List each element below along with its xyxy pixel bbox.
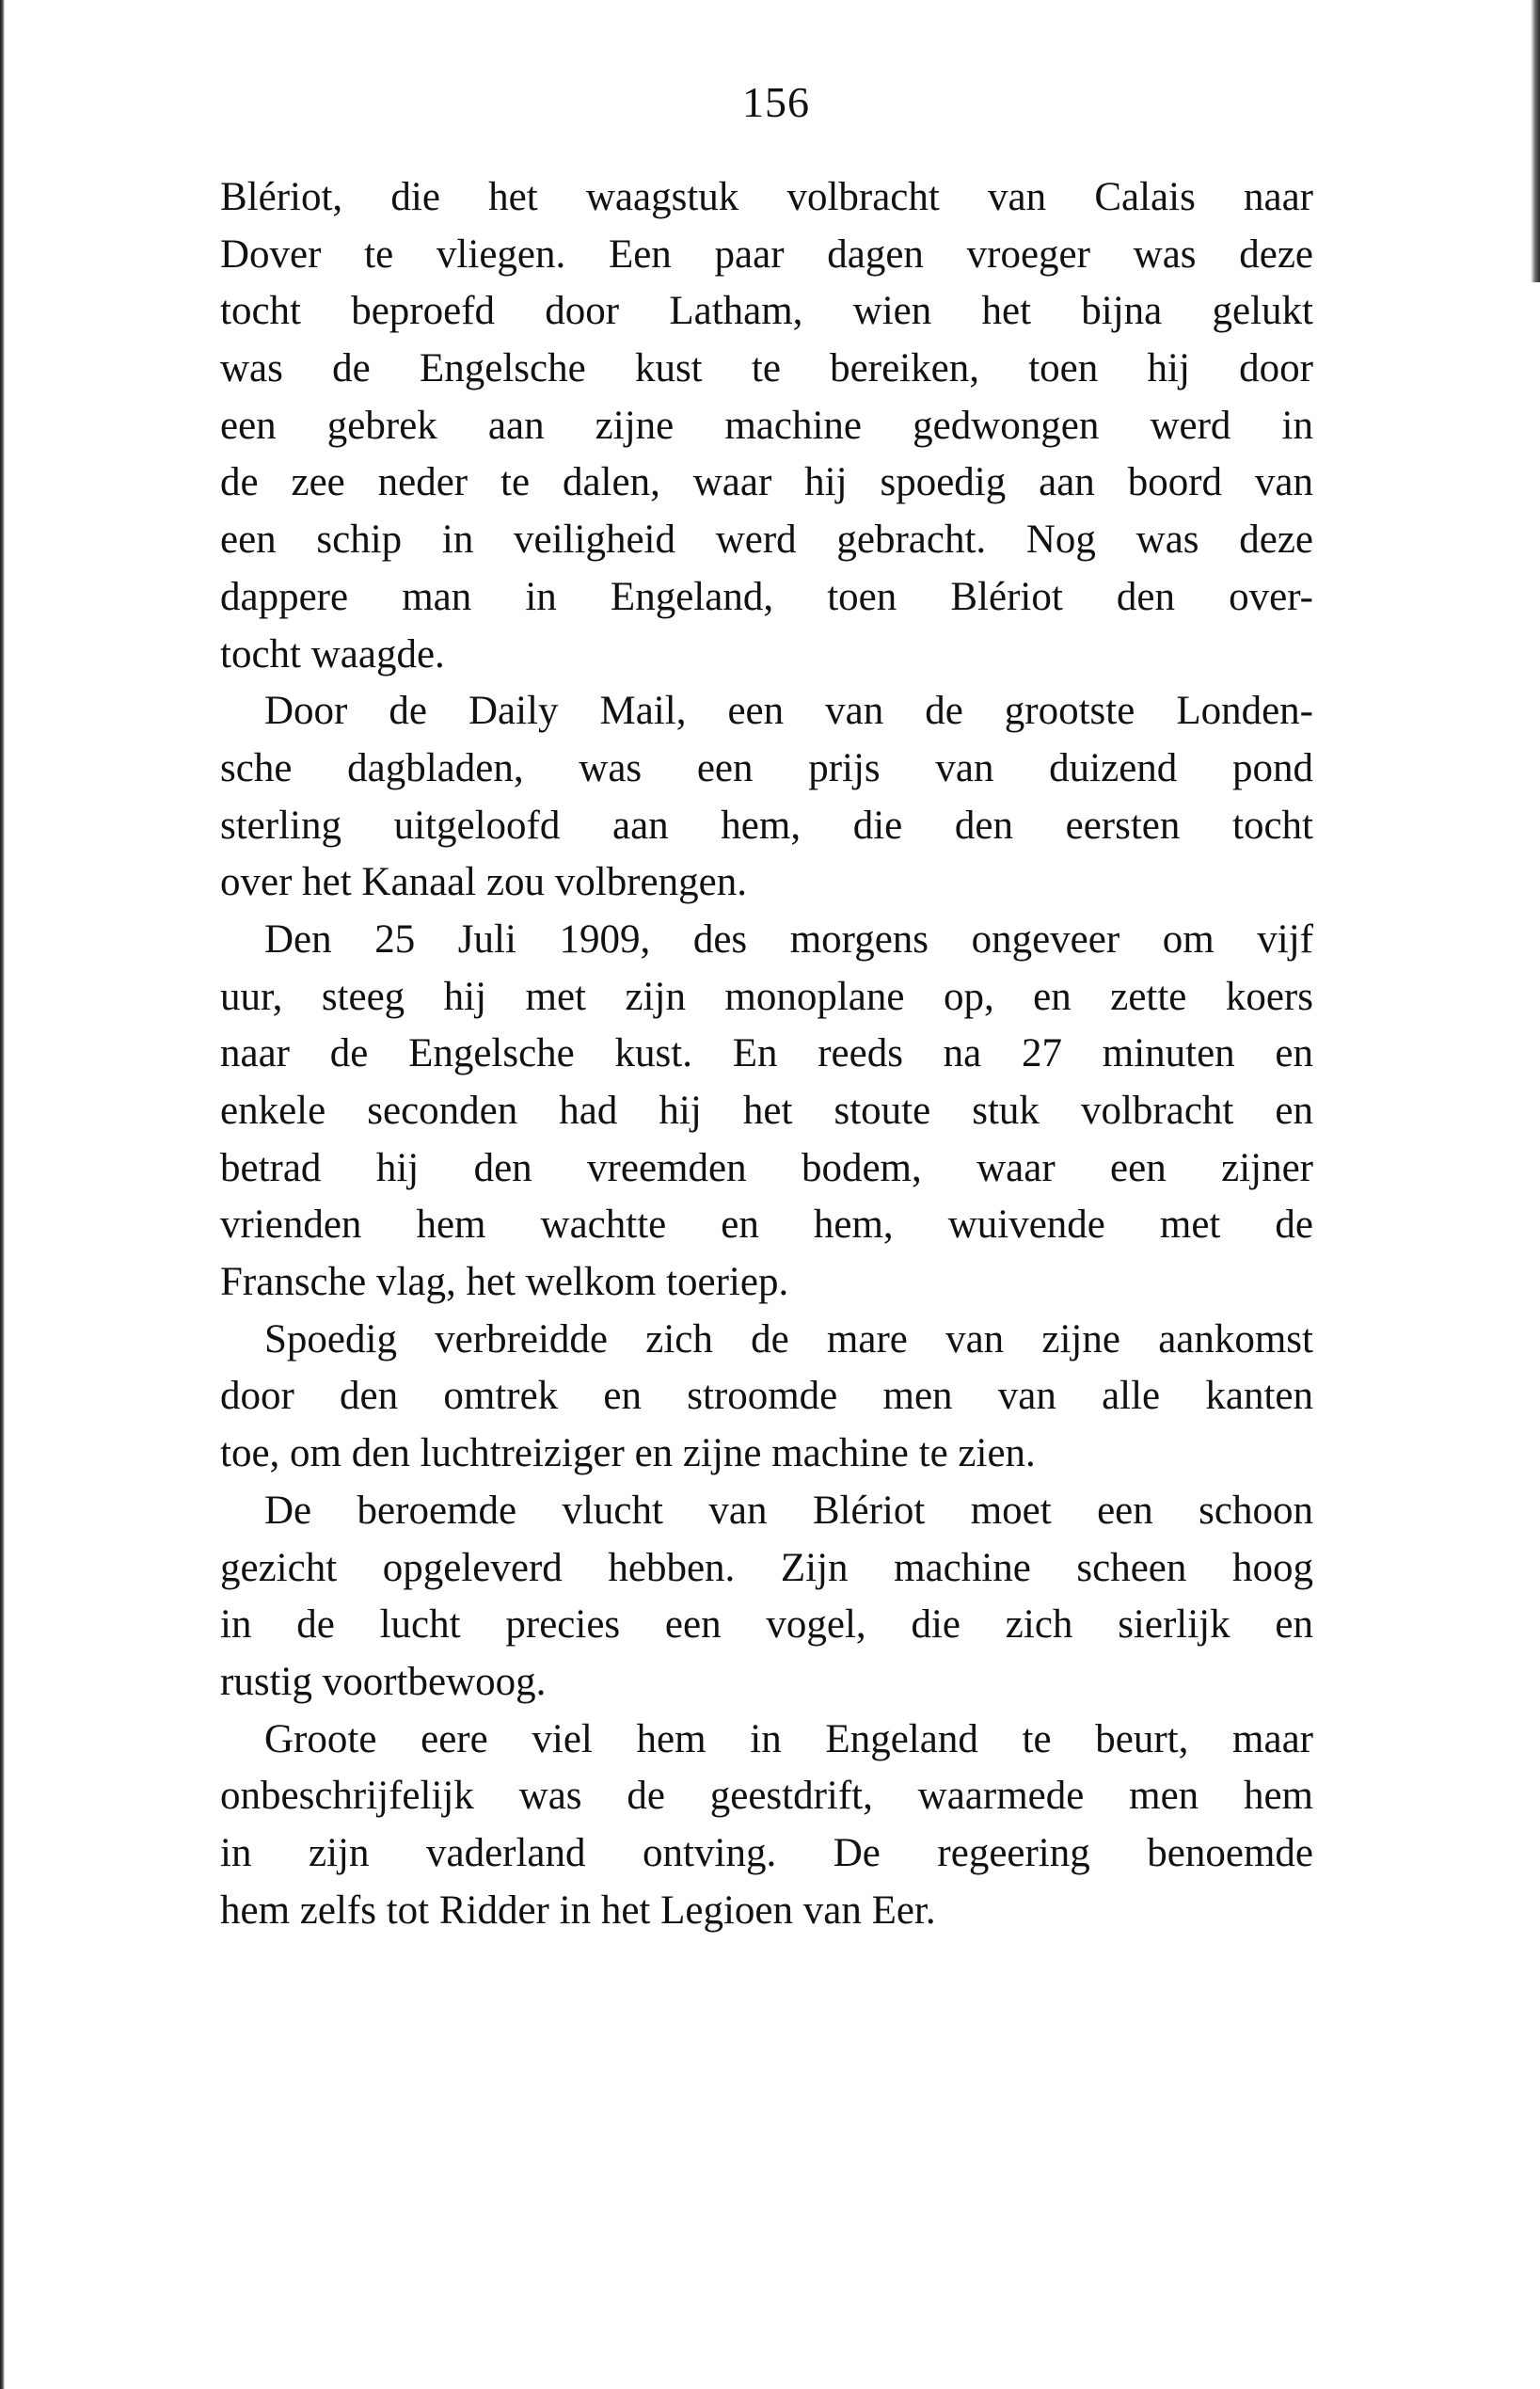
text-line: Fransche vlag, het welkom toeriep. [220, 1260, 789, 1305]
text-line: Dover te vliegen. Een paar dagen vroeger was deze [220, 231, 1313, 277]
text-line: de zee neder te dalen, waar hij spoedig aan boord van [220, 460, 1313, 505]
text-line: over het Kanaal zou volbrengen. [220, 860, 747, 905]
text-line: in zijn vaderland ontving. De regeering benoemde [220, 1830, 1313, 1875]
text-line: Door de Daily Mail, een van de grootste Londen- [264, 689, 1313, 734]
text-line: tocht beproefd door Latham, wien het bijna gelukt [220, 289, 1313, 334]
text-line: Blériot, die het waagstuk volbracht van Calais naar [220, 175, 1313, 219]
scan-edge-left [0, 0, 5, 2389]
text-line: De beroemde vlucht van Blériot moet een schoon [264, 1488, 1313, 1533]
text-line: vrienden hem wachtte en hem, wuivende met de [220, 1202, 1313, 1248]
text-line: was de Engelsche kust te bereiken, toen hij door [220, 346, 1313, 391]
text-line: naar de Engelsche kust. En reeds na 27 minuten en [220, 1031, 1313, 1076]
text-line: sterling uitgeloofd aan hem, die den eersten tocht [220, 803, 1313, 848]
body-text [220, 169, 1313, 1939]
text-line: sche dagbladen, was een prijs van duizend pond [220, 745, 1313, 790]
text-line: gezicht opgeleverd hebben. Zijn machine scheen hoog [220, 1545, 1313, 1590]
text-line: toe, om den luchtreiziger en zijne machine te zien. [220, 1431, 1036, 1476]
scan-edge-right [1531, 0, 1540, 282]
text-line: Groote eere viel hem in Engeland te beurt, maar [264, 1716, 1313, 1761]
text-line: enkele seconden had hij het stoute stuk volbracht en [220, 1089, 1313, 1133]
text-line: een gebrek aan zijne machine gedwongen werd in [220, 403, 1313, 448]
text-line: tocht waagde. [220, 631, 445, 677]
text-line: rustig voortbewoog. [220, 1659, 547, 1704]
text-line: Spoedig verbreidde zich de mare van zijne aankomst [264, 1316, 1313, 1362]
text-line: in de lucht precies een vogel, die zich sierlijk en [220, 1602, 1313, 1648]
text-line: hem zelfs tot Ridder in het Legioen van Eer. [220, 1887, 936, 1933]
text-line: onbeschrijfelijk was de geestdrift, waarmede men hem [220, 1774, 1313, 1819]
text-line: Den 25 Juli 1909, des morgens ongeveer om vijf [264, 916, 1313, 962]
text-line: uur, steeg hij met zijn monoplane op, en zette koers [220, 974, 1313, 1019]
page-number: 156 [742, 78, 810, 126]
text-line: dappere man in Engeland, toen Blériot den over- [220, 574, 1313, 619]
text-line: door den omtrek en stroomde men van alle kanten [220, 1374, 1313, 1419]
text-line: betrad hij den vreemden bodem, waar een zijner [220, 1145, 1313, 1190]
text-line: een schip in veiligheid werd gebracht. Nog was deze [220, 518, 1313, 563]
